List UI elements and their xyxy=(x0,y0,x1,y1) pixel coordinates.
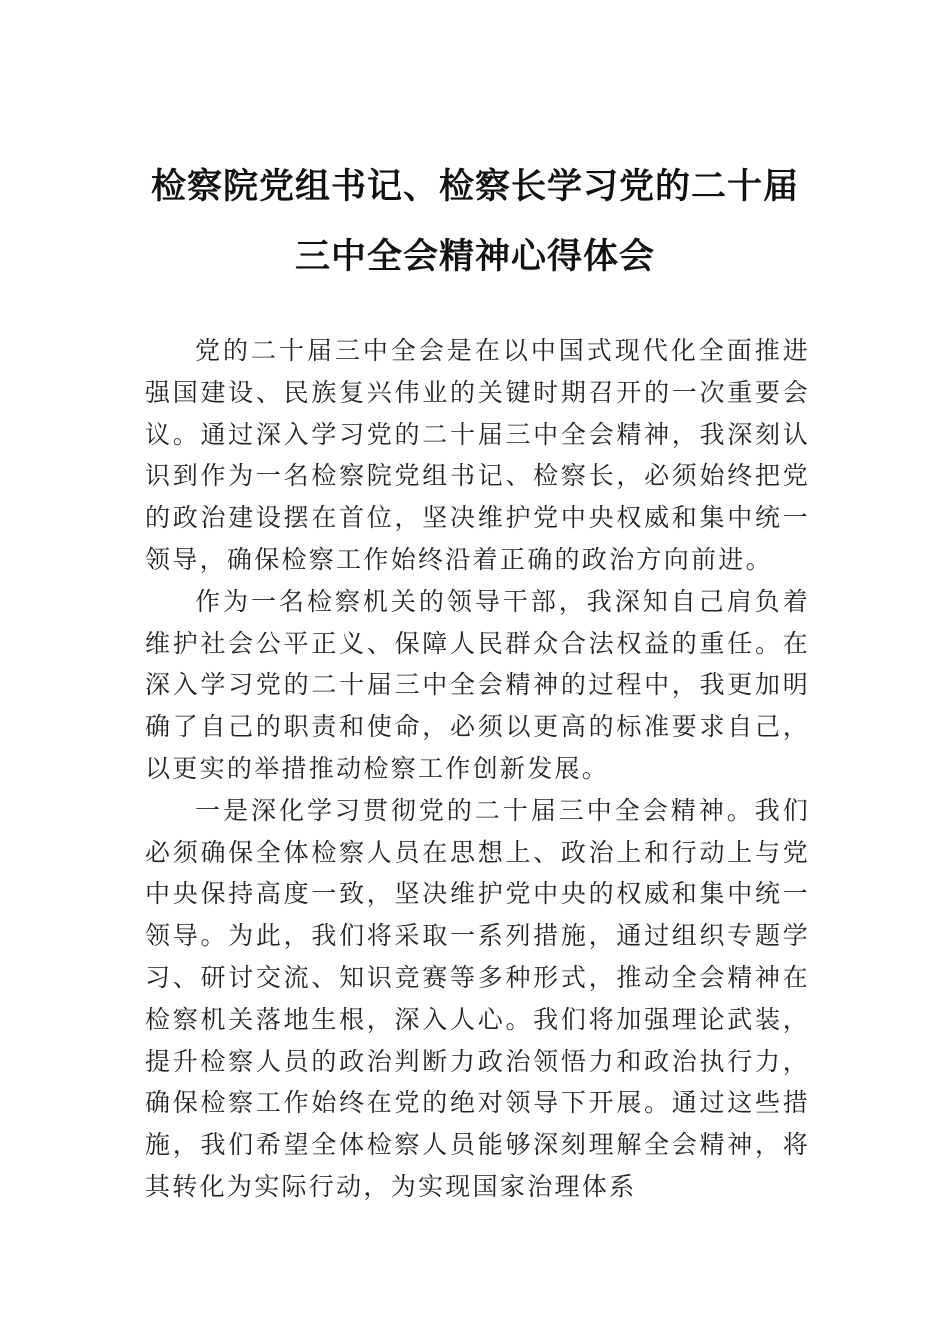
paragraph-2: 作为一名检察机关的领导干部，我深知自己肩负着维护社会公平正义、保障人民群众合法权益的重任。在深入学习党的二十届三中全会精神的过程中，我更加明确了自己的职责和使命，必须以更高的标准要求自己，以更实的举措推动检察工作创新发展。 xyxy=(145,586,810,783)
paragraph-1: 党的二十届三中全会是在以中国式现代化全面推进强国建设、民族复兴伟业的关键时期召开的一次重要会议。通过深入学习党的二十届三中全会精神，我深刻认识到作为一名检察院党组书记、检察长，必须始终把党的政治建设摆在首位，坚决维护党中央权威和集中统一领导，确保检察工作始终沿着正确的政治方向前进。 xyxy=(145,336,810,574)
document-title xyxy=(120,152,830,292)
paragraph-3: 一是深化学习贯彻党的二十届三中全会精神。我们必须确保全体检察人员在思想上、政治上和行动上与党中央保持高度一致，坚决维护党中央的权威和集中统一领导。为此，我们将采取一系列措施，通过组织专题学习、研讨交流、知识竞赛等多种形式，推动全会精神在检察机关落地生根，深入人心。我们将加强理论武装，提升检察人员的政治判断力政治领悟力和政治执行力，确保检察工作始终在党的绝对领导下开展。通过这些措施，我们希望全体检察人员能够深刻理解全会精神，将其转化为实际行动，为实现国家治理体系 xyxy=(145,795,810,1201)
title-line-2: 三中全会精神心得体会 xyxy=(294,236,655,277)
document-body xyxy=(145,330,810,1208)
title-line-1: 检察院党组书记、检察长学习党的二十届 xyxy=(150,166,799,207)
